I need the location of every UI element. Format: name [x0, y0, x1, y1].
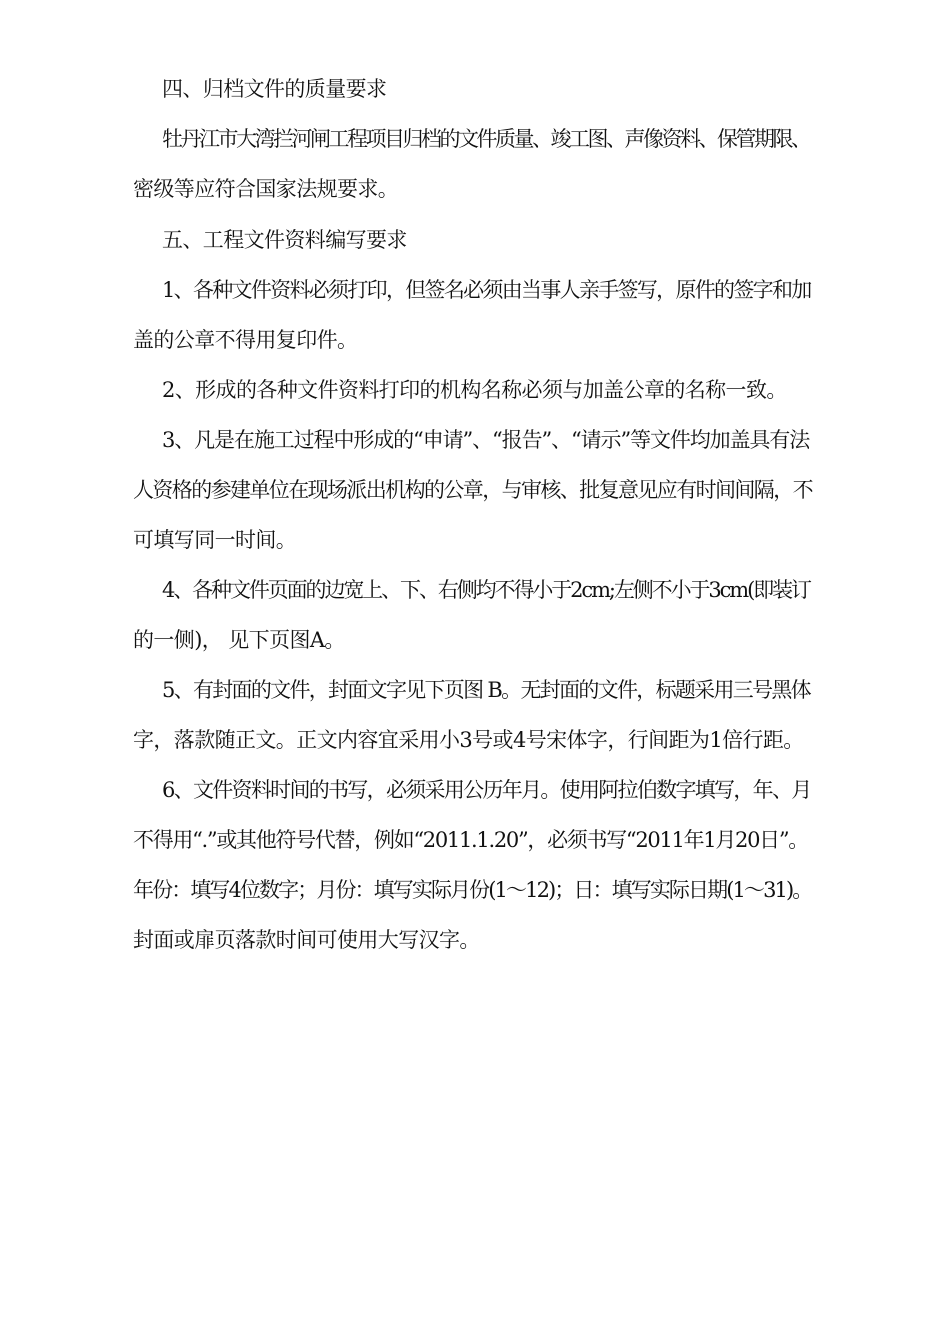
item-6-line-3: 年份：填写4位数字；月份：填写实际月份(1～12)；日：填写实际日期(1～31)。: [133, 878, 812, 902]
item-6-line-2: 不得用“.”或其他符号代替，例如“2011.1.20”，必须书写“2011年1月20日”。: [133, 828, 808, 852]
item-3-line-1: 3、凡是在施工过程中形成的“申请”、“报告”、“请示”等文件均加盖具有法: [162, 428, 810, 452]
item-3-line-2: 人资格的参建单位在现场派出机构的公章，与审核、批复意见应有时间间隔，不: [133, 478, 812, 502]
item-1-line-2: 盖的公章不得用复印件。: [133, 328, 358, 352]
item-6-line-1: 6、文件资料时间的书写，必须采用公历年月。使用阿拉伯数字填写，年、月: [162, 778, 811, 802]
item-4-line-1: 4、各种文件页面的边宽上、下、右侧均不得小于2cm;左侧不小于3cm(即装订: [162, 578, 810, 602]
section-4-paragraph-line-2: 密级等应符合国家法规要求。: [133, 177, 399, 201]
item-3-line-3: 可填写同一时间。: [133, 528, 297, 552]
section-4-heading: 四、归档文件的质量要求: [162, 77, 387, 101]
item-6-line-4: 封面或扉页落款时间可使用大写汉字。: [133, 928, 480, 952]
item-2-line-1: 2、形成的各种文件资料打印的机构名称必须与加盖公章的名称一致。: [162, 378, 787, 402]
section-5-heading: 五、工程文件资料编写要求: [162, 228, 407, 252]
item-5-line-1: 5、有封面的文件，封面文字见下页图 B。无封面的文件，标题采用三号黑体: [162, 678, 810, 702]
item-4-line-2: 的一侧)， 见下页图A。: [133, 628, 345, 652]
item-1-line-1: 1、各种文件资料必须打印，但签名必须由当事人亲手签写，原件的签字和加: [162, 278, 811, 302]
section-4-paragraph-line-1: 牡丹江市大湾拦河闸工程项目归档的文件质量、竣工图、声像资料、保管期限、: [162, 127, 810, 151]
item-5-line-2: 字，落款随正文。正文内容宜采用小3号或4号宋体字，行间距为1倍行距。: [133, 728, 804, 752]
